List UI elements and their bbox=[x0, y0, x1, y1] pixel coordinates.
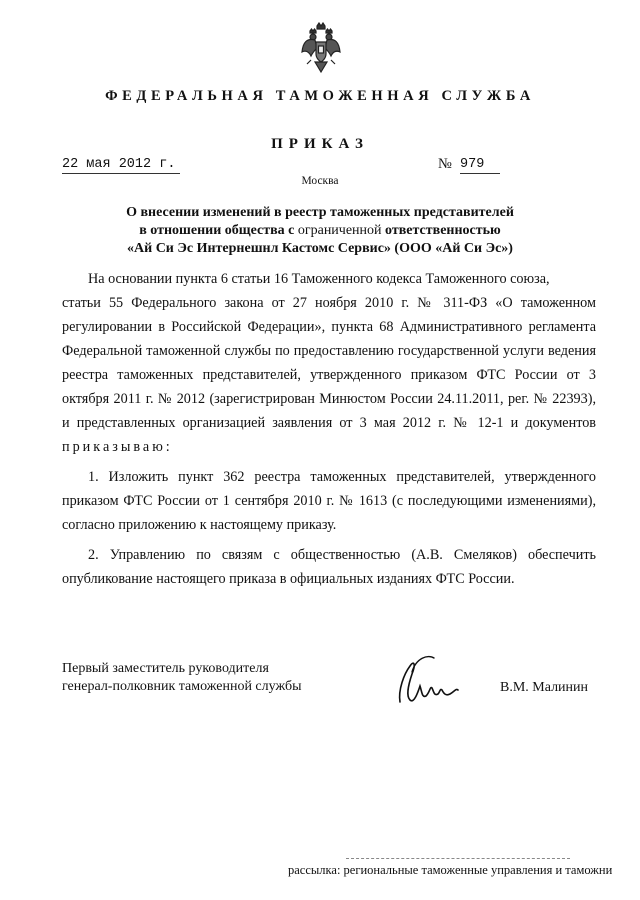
issuing-city: Москва bbox=[301, 175, 339, 187]
order-number-sign: № bbox=[438, 156, 452, 172]
order-body bbox=[62, 267, 596, 591]
order-title-line-2 bbox=[0, 222, 640, 240]
preamble-paragraph bbox=[62, 267, 596, 459]
agency-name: ФЕДЕРАЛЬНАЯ ТАМОЖЕННАЯ СЛУЖБА bbox=[105, 88, 535, 104]
order-title-line-2-part-a: в отношении общества с bbox=[139, 223, 295, 238]
order-item-1: 1. Изложить пункт 362 реестра таможенных представителей, утвержденного приказом ФТС России от 1 сентября 2010 г. № 1613 (с последующими изменениями), согласно приложению к настоящему приказу. bbox=[62, 469, 596, 533]
double-headed-eagle-emblem-icon bbox=[301, 22, 341, 74]
document-type-heading: ПРИКАЗ bbox=[271, 136, 369, 152]
order-keyword: приказываю: bbox=[62, 439, 173, 455]
distribution-divider bbox=[346, 858, 570, 859]
order-item-2: 2. Управлению по связям с общественностью (А.В. Смеляков) обеспечить опубликование настоящего приказа в официальных изданиях ФТС России. bbox=[62, 547, 596, 587]
signer-position-line-1: Первый заместитель руководителя bbox=[62, 661, 269, 676]
order-number: 979 bbox=[460, 157, 500, 174]
order-title-line-3: «Ай Си Эс Интернешнл Кастомс Сервис» (ООО «Ай Си Эс») bbox=[127, 241, 513, 256]
distribution-note: рассылка: региональные таможенные управления и таможни bbox=[288, 863, 613, 877]
order-title-line-2-part-b: ограниченной bbox=[297, 223, 382, 238]
signer-position-line-2: генерал-полковник таможенной службы bbox=[62, 679, 302, 694]
order-date: 22 мая 2012 г. bbox=[62, 157, 180, 174]
order-title-line-1: О внесении изменений в реестр таможенных представителей bbox=[126, 205, 514, 220]
preamble-first-line: На основании пункта 6 статьи 16 Таможенного кодекса Таможенного союза, bbox=[88, 271, 550, 287]
preamble-text: статьи 55 Федерального закона от 27 ноября 2010 г. № 311-ФЗ «О таможенном регулировании в Российской Федерации», пункта 68 Административного регламента Федеральной таможенной службы по предоставлению государственной услуги ведения реестра таможенных представителей, утвержденного приказом ФТС России от 3 октября 2011 г. № 2012 (зарегистрирован Минюстом России 24.11.2011, рег. № 22393), и представленных организацией заявления от 3 мая 2012 г. № 12-1 и документов bbox=[62, 295, 596, 431]
signer-position bbox=[62, 660, 301, 696]
handwritten-signature bbox=[392, 652, 472, 712]
order-title-line-2-part-c: ответственностью bbox=[385, 223, 501, 238]
signer-name: В.М. Малинин bbox=[500, 680, 589, 695]
order-title bbox=[0, 204, 640, 258]
